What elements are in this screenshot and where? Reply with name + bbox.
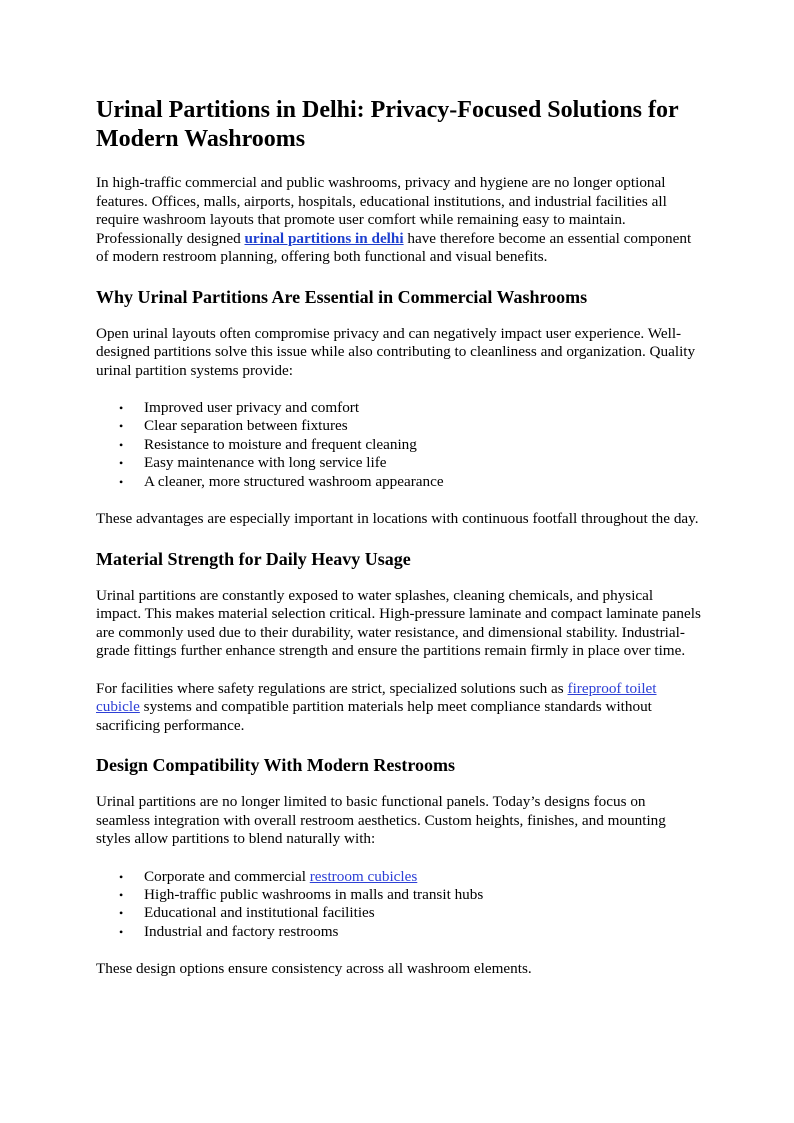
section-heading-material-strength: Material Strength for Daily Heavy Usage <box>96 548 411 569</box>
section1-paragraph: Open urinal layouts often compromise privacy and can negatively impact user experience. Well-designed partitions solve this issue while also contributing to cleanliness and organization. Quality urinal partition systems provide: <box>96 324 696 379</box>
section2-paragraph: Urinal partitions are constantly exposed to water splashes, cleaning chemicals, and physical impact. This makes material selection critical. High-pressure laminate and compact laminate panels are commonly used due to their durability, water resistance, and dimensional stability. Industrial-grade fittings further enhance strength and ensure the partitions remain firmly in place over time. <box>96 586 701 660</box>
section2-paragraph-fireproof <box>96 680 702 736</box>
list-item <box>119 922 702 941</box>
intro-text-before-link: In high-traffic commercial and public washrooms, privacy and hygiene are no longer optional features. Offices, malls, airports, hospitals, educational institutions, and industrial facilities all require washroom layouts that promote user comfort while remaining easy to maintain. Professionally designed <box>96 174 667 247</box>
section-heading-why-essential: Why Urinal Partitions Are Essential in Commercial Washrooms <box>96 286 588 307</box>
document-page <box>96 96 702 998</box>
list-item-text: Industrial and factory restrooms <box>144 922 339 940</box>
intro-paragraph <box>96 174 702 267</box>
restroom-cubicles-link[interactable]: restroom cubicles <box>309 867 418 885</box>
facility-types-list <box>96 868 702 942</box>
list-item-text: Corporate and commercial <box>144 867 310 885</box>
bullet-icon: • <box>119 924 124 939</box>
list-item <box>119 454 702 472</box>
section-heading-design-compatibility: Design Compatibility With Modern Restrooms <box>96 755 456 776</box>
list-item <box>119 885 702 904</box>
list-item-text: Educational and institutional facilities <box>144 904 375 922</box>
bullet-icon: • <box>119 437 124 452</box>
benefits-list <box>96 399 702 491</box>
bullet-icon: • <box>119 887 124 902</box>
bullet-icon: • <box>119 456 124 471</box>
fireproof-toilet-cubicle-link[interactable]: fireproof toilet cubicle <box>96 679 657 716</box>
list-item-text: Clear separation between fixtures <box>144 417 348 435</box>
section1-closing: These advantages are especially important in locations with continuous footfall throughout the day. <box>96 510 699 528</box>
list-item-text: High-traffic public washrooms in malls and transit hubs <box>144 885 484 903</box>
bullet-icon: • <box>119 419 124 434</box>
paragraph-text: For facilities where safety regulations are strict, specialized solutions such as <box>96 679 568 697</box>
bullet-icon: • <box>119 474 124 489</box>
list-item <box>119 399 702 417</box>
page-title: Urinal Partitions in Delhi: Privacy-Focused Solutions for Modern Washrooms <box>96 97 679 152</box>
list-item <box>119 904 702 922</box>
list-item <box>119 867 702 886</box>
bullet-icon: • <box>119 401 124 415</box>
paragraph-text: systems and compatible partition materials help meet compliance standards without sacrificing performance. <box>96 698 652 734</box>
bullet-icon: • <box>119 869 124 884</box>
list-item-text: Resistance to moisture and frequent cleaning <box>144 435 417 453</box>
intro-text-after-link: have therefore become an essential component of modern restroom planning, offering both functional and visual benefits. <box>96 229 692 265</box>
list-item <box>119 435 702 454</box>
section3-closing: These design options ensure consistency across all washroom elements. <box>96 960 532 978</box>
list-item-text: A cleaner, more structured washroom appearance <box>144 472 444 490</box>
urinal-partitions-delhi-link[interactable]: urinal partitions in delhi <box>244 229 404 247</box>
section3-paragraph: Urinal partitions are no longer limited to basic functional panels. Today’s designs focus on seamless integration with overall restroom aesthetics. Custom heights, finishes, and mounting styles allow partitions to blend naturally with: <box>96 793 666 848</box>
list-item-text: Easy maintenance with long service life <box>144 454 387 472</box>
bullet-icon: • <box>119 906 124 921</box>
list-item <box>119 417 702 435</box>
list-item <box>119 472 702 491</box>
list-item-text: Improved user privacy and comfort <box>144 399 360 416</box>
